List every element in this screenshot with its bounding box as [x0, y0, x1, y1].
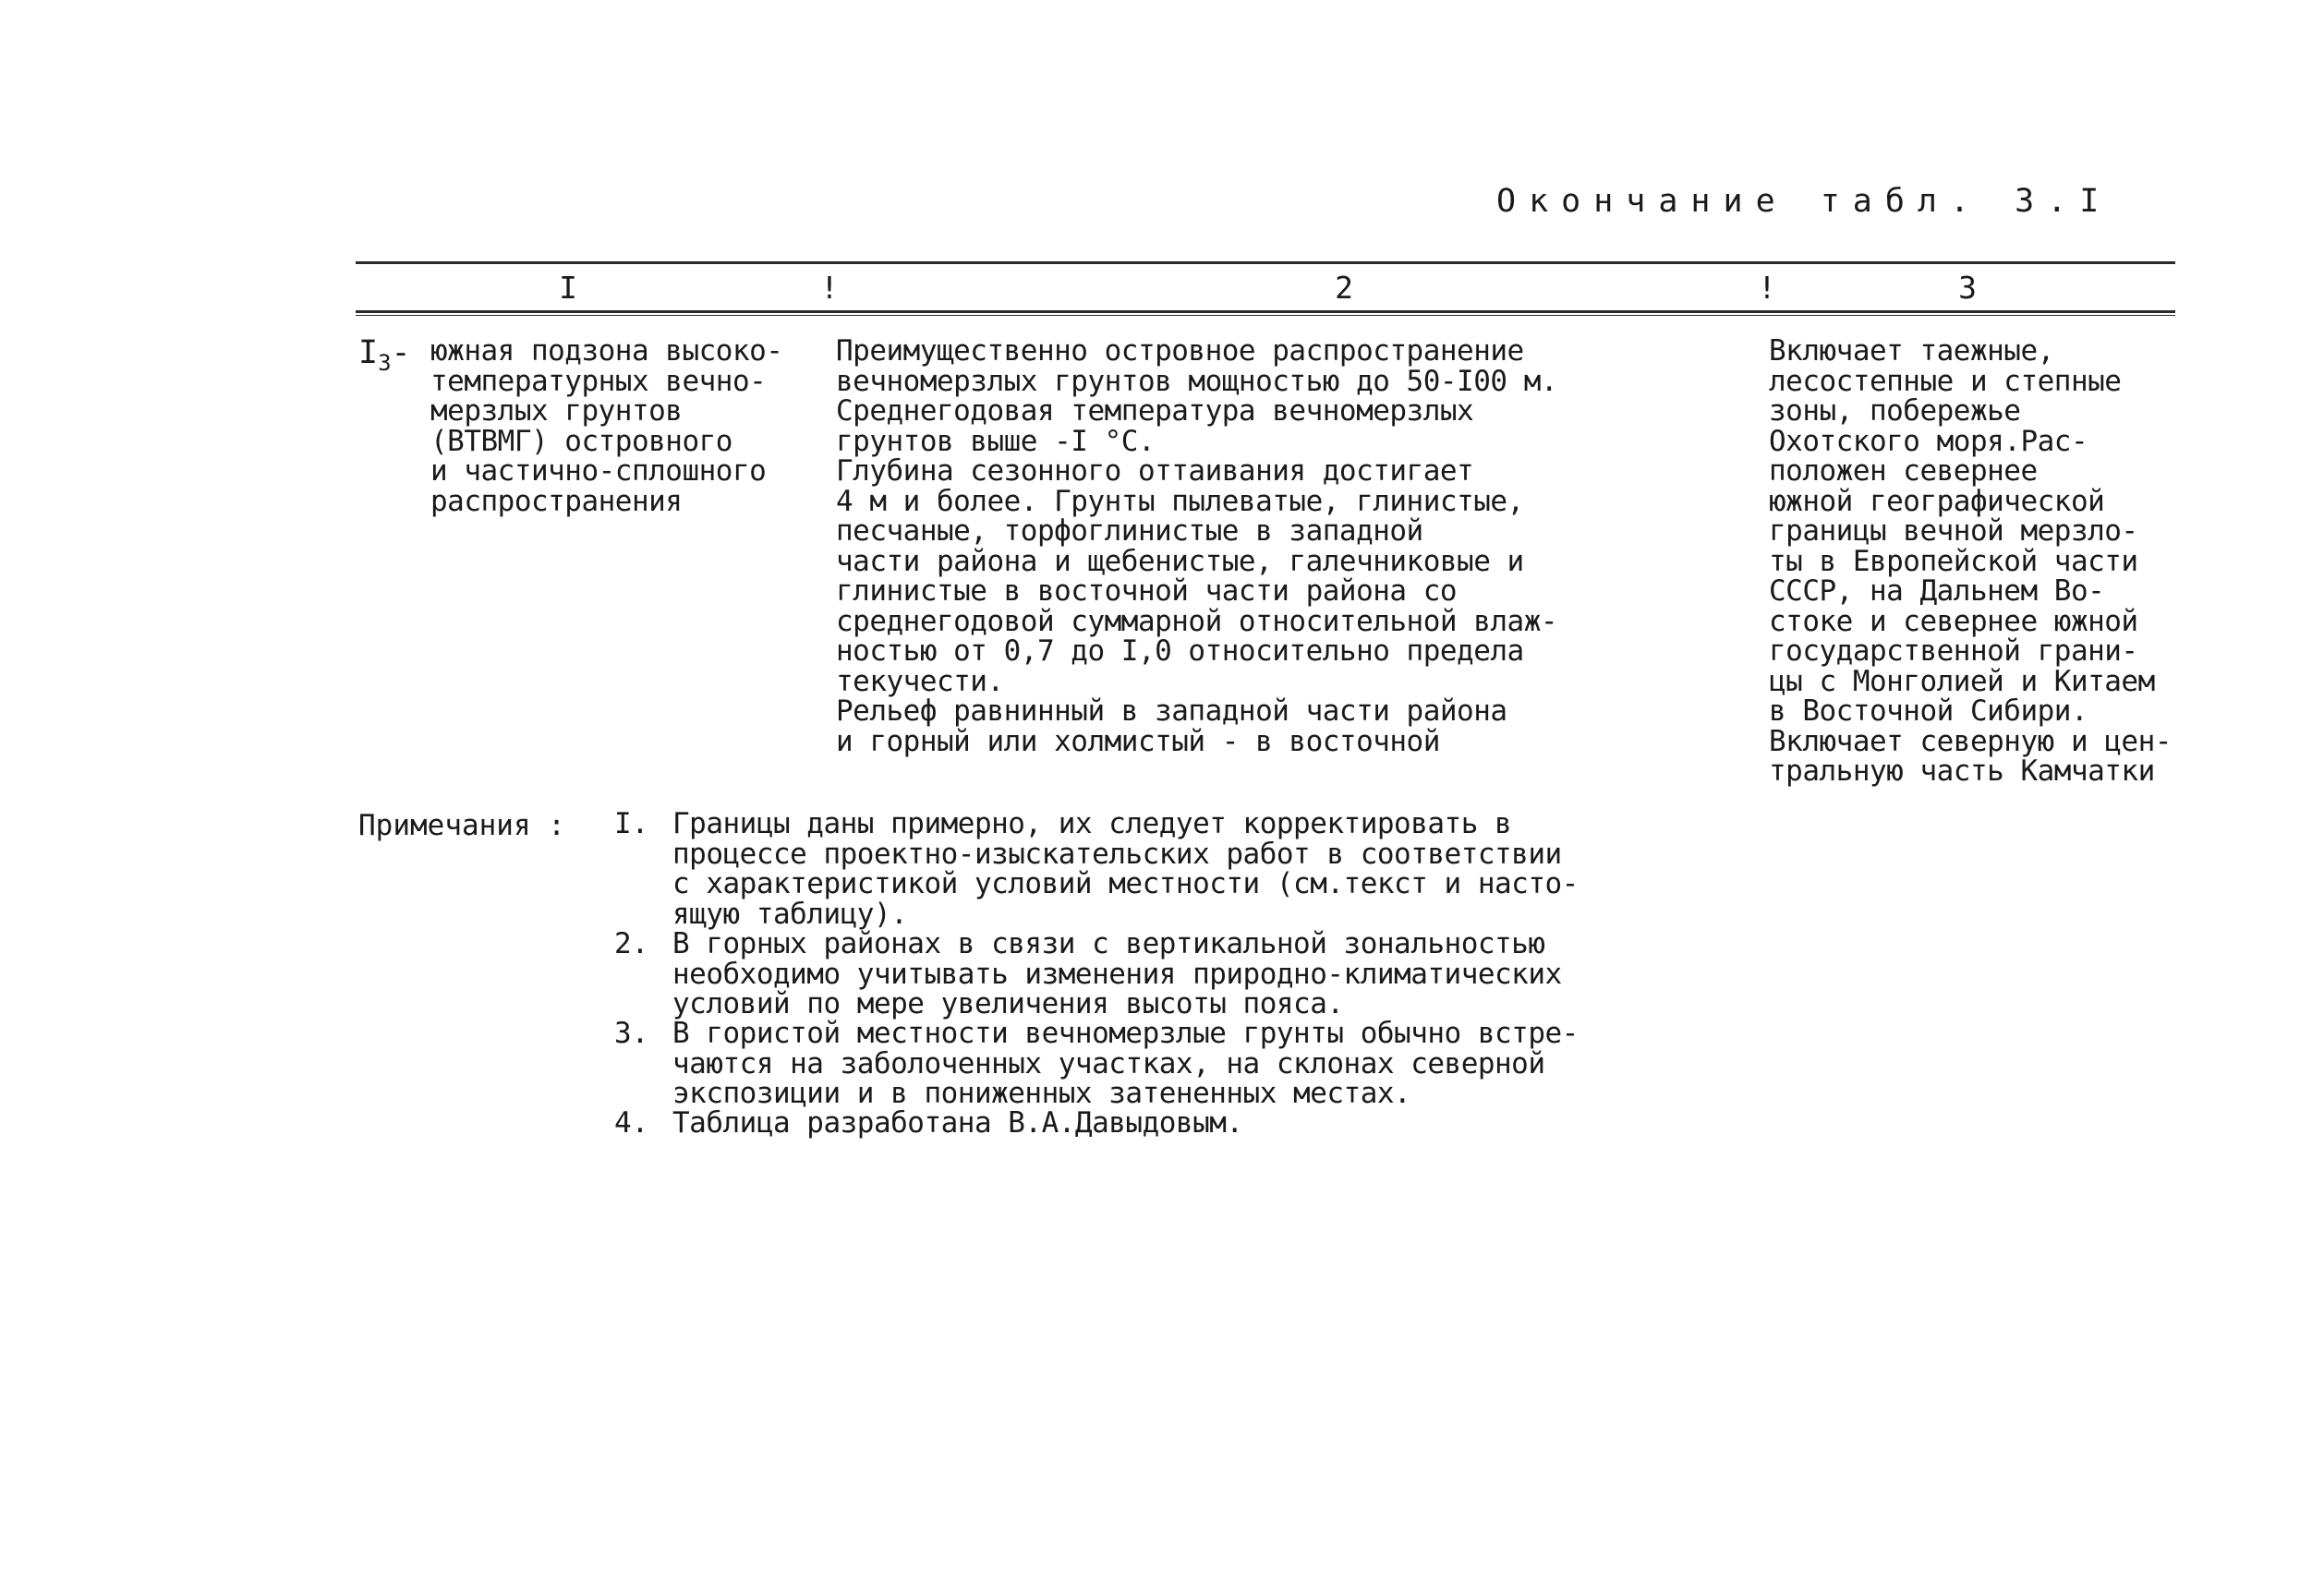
zone-code-subscript: 3 — [378, 350, 392, 376]
note-text: Таблица разработана В.А.Давыдовым. — [672, 1106, 1243, 1140]
zone-characteristics-cell: Преимущественно островное распространение вечномерзлых грунтов мощностью до 50-I00 м. Среднегодовая температура вечномерзлых грунтов выше -I °С. Глубина сезонного оттаивания достигает 4 м и более. Грунты пылеватые, глинистые, песчаные, торфоглинистые в западной части района и щебенистые, галечниковые и глинистые в восточной части района со среднегодовой суммарной относительной влаж- ностью от 0,7 до I,0 относительно предела текучести. Рельеф равнинный в западной части района и горный или холмистый - в восточной — [836, 334, 1558, 758]
notes-label: Примечания : — [358, 809, 565, 842]
zone-code — [358, 334, 411, 376]
note-number: 4. — [614, 1106, 649, 1140]
table-caption: Окончание табл. 3.I — [1496, 183, 2112, 220]
zone-code-letter: I — [358, 334, 379, 371]
column-header-3: 3 — [1958, 270, 1977, 306]
header-bottom-rule — [356, 315, 2175, 316]
column-header-1: I — [559, 270, 577, 306]
header-bottom-rule — [356, 310, 2175, 313]
column-header-2: 2 — [1335, 270, 1353, 306]
column-separator: ! — [820, 270, 839, 306]
column-separator: ! — [1758, 270, 1776, 306]
note-text: В гористой местности вечномерзлые грунты обычно встре- чаются на заболоченных участках, на склонах северной экспозиции и в пониженных затененных местах. — [672, 1017, 1579, 1110]
note-text: Границы даны примерно, их следует корректировать в процессе проектно-изыскательских работ в соответствии с характеристикой условий местности (см.текст и насто- ящую таблицу). — [672, 807, 1579, 931]
zone-name-cell: южная подзона высоко- температурных вечно- мерзлых грунтов (ВТВМГ) островного и частично-сплошного распространения — [430, 334, 783, 518]
zone-location-cell: Включает таежные, лесостепные и степные зоны, побережье Охотского моря.Рас- положен севернее южной географической границы вечной мерзло- ты в Европейской части СССР, на Дальнем Во- стоке и севернее южной государственной грани- цы с Монголией и Китаем в Восточной Сибири. Включает северную и цен- тральную часть Камчатки — [1769, 334, 2172, 788]
note-number: 2. — [614, 927, 649, 960]
note-number: I. — [614, 807, 649, 840]
zone-code-dash: - — [391, 334, 411, 371]
note-number: 3. — [614, 1017, 649, 1050]
note-text: В горных районах в связи с вертикальной зональностью необходимо учитывать изменения природно-климатических условий по мере увеличения высоты пояса. — [672, 927, 1562, 1020]
table-top-rule — [356, 261, 2175, 264]
